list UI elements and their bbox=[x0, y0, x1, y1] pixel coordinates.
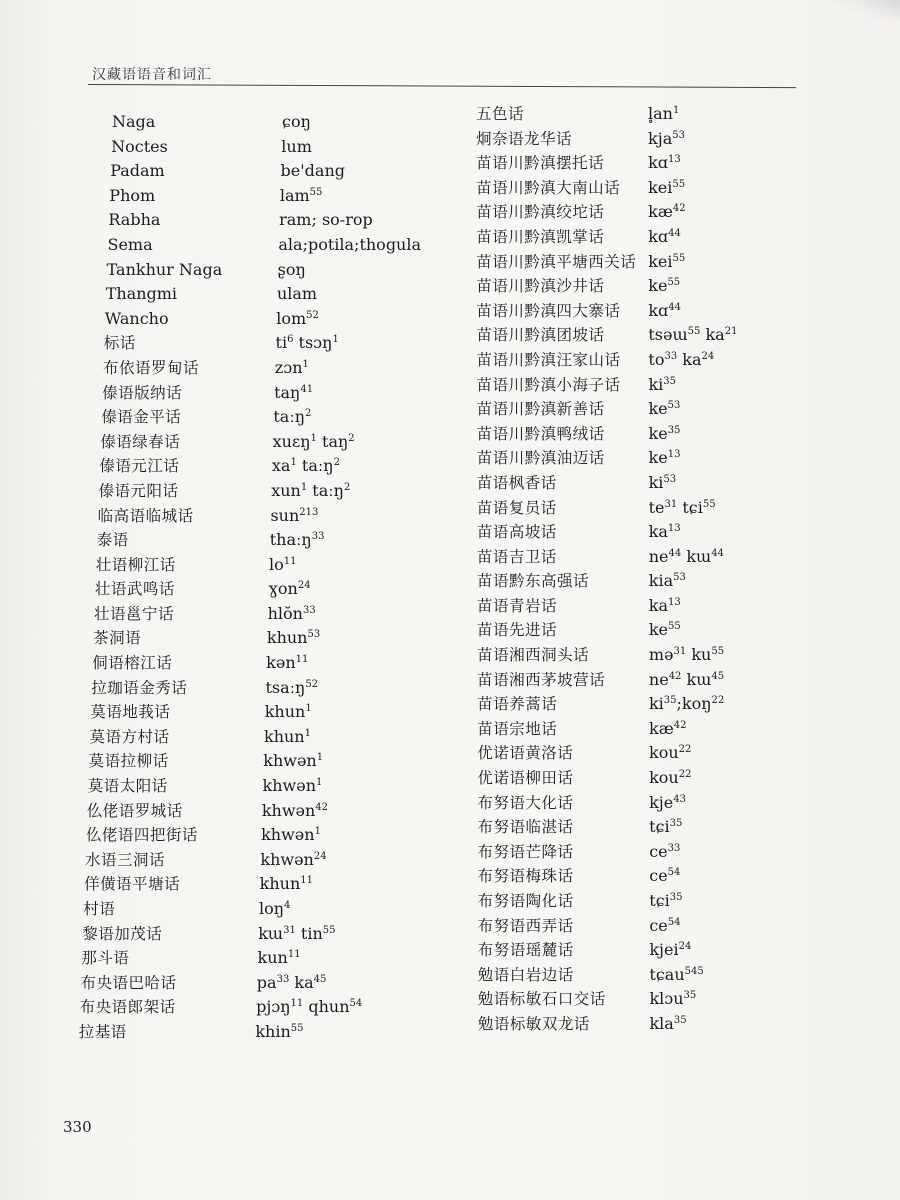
word-row bbox=[0, 618, 681, 643]
pronunciation: klɔu$^{35}$ bbox=[649, 989, 697, 1009]
pronunciation: zɔn$^1$ bbox=[274, 357, 309, 377]
pronunciation: pjɔŋ$^{11}$ qhun$^{54}$ bbox=[256, 997, 363, 1017]
word-row bbox=[0, 963, 704, 988]
page-corner-shadow bbox=[830, 0, 900, 22]
dialect-name: 苗语湘西洞头话 bbox=[477, 646, 590, 665]
dialect-name: 五色话 bbox=[476, 105, 525, 123]
pronunciation: $ke^{55}$ bbox=[648, 276, 681, 296]
pronunciation: kja$^{53}$ bbox=[648, 128, 685, 148]
word-row bbox=[0, 348, 715, 373]
dialect-name: 仫佬语罗城话 bbox=[86, 801, 183, 820]
word-row bbox=[0, 274, 681, 299]
pronunciation: $xa^1$ taːŋ$^2$ bbox=[271, 456, 340, 476]
pronunciation: $l̥an^1$ bbox=[648, 104, 680, 123]
dialect-name: Noctes bbox=[111, 136, 168, 156]
dialect-name: 苗语川黔滇小海子话 bbox=[476, 375, 621, 394]
dialect-name: 苗语高坡话 bbox=[476, 523, 557, 542]
pronunciation: khun$^1$ bbox=[264, 702, 312, 722]
dialect-name: 莫语拉柳话 bbox=[88, 752, 169, 771]
dialect-name: 苗语川黔滇新善话 bbox=[476, 400, 605, 419]
dialect-name: 黎语加茂话 bbox=[82, 924, 163, 943]
word-row bbox=[0, 127, 685, 152]
pronunciation: $ce^{54}$ bbox=[649, 866, 681, 886]
page-number: 330 bbox=[63, 1118, 92, 1136]
pronunciation: kɑ$^{13}$ bbox=[648, 153, 681, 173]
dialect-name: 苗语吉卫话 bbox=[476, 547, 557, 566]
dialect-name: Wancho bbox=[104, 308, 169, 328]
dialect-name: 壮语武鸣话 bbox=[94, 580, 175, 599]
dialect-name: 拉珈语金秀话 bbox=[91, 678, 188, 697]
pronunciation: $ke^{13}$ bbox=[648, 448, 681, 468]
pronunciation: tɕau$^{545}$ bbox=[649, 964, 704, 984]
word-row bbox=[0, 766, 692, 791]
pronunciation: $ki^{35}$ bbox=[648, 374, 676, 394]
pronunciation: khwən$^1$ bbox=[263, 751, 324, 771]
pronunciation: kia$^{53}$ bbox=[648, 571, 686, 591]
pronunciation: kɑ$^{44}$ bbox=[648, 226, 681, 246]
dialect-name: 苗语川黔滇沙井话 bbox=[476, 277, 605, 296]
dialect-name: 苗语川黔滇团坡话 bbox=[476, 326, 605, 345]
dialect-name: 布努语瑶麓话 bbox=[477, 941, 574, 960]
word-row bbox=[0, 250, 686, 275]
word-row bbox=[0, 717, 687, 742]
word-row bbox=[0, 840, 681, 865]
dialect-name: 村语 bbox=[83, 900, 116, 918]
pronunciation: taŋ$^{41}$ bbox=[274, 382, 314, 402]
dialect-name: 苗语养蒿话 bbox=[477, 695, 558, 714]
dialect-name: 拉基语 bbox=[78, 1022, 127, 1041]
pronunciation: $ce^{54}$ bbox=[649, 915, 681, 935]
dialect-name: 苗语湘西茅坡营话 bbox=[477, 670, 606, 689]
dialect-name: 苗语川黔滇油迈话 bbox=[476, 449, 605, 468]
pronunciation: khwən$^{24}$ bbox=[260, 849, 327, 869]
pronunciation: kou$^{22}$ bbox=[649, 768, 692, 788]
pronunciation: ala;potila;thogula bbox=[278, 234, 422, 254]
pronunciation: ɕoŋ bbox=[282, 112, 311, 131]
pronunciation: $ne^{44}$ kɯ$^{44}$ bbox=[648, 546, 724, 566]
dialect-name: 布努语芒降话 bbox=[477, 842, 574, 861]
dialect-name: Phom bbox=[109, 185, 156, 205]
dialect-name: 布努语大化话 bbox=[477, 793, 574, 812]
dialect-name: Naga bbox=[112, 112, 156, 131]
pronunciation: xun$^1$ taːŋ$^2$ bbox=[271, 480, 351, 500]
word-row bbox=[0, 496, 716, 521]
word-row bbox=[0, 299, 681, 324]
pronunciation: $ki^{35};koŋ^{22}$ bbox=[648, 694, 725, 714]
dialect-name: 标话 bbox=[103, 334, 136, 353]
word-row bbox=[0, 987, 697, 1012]
word-row bbox=[0, 151, 681, 176]
pronunciation: khwən$^{42}$ bbox=[261, 800, 329, 820]
pronunciation: xuɛŋ$^1$ taŋ$^2$ bbox=[272, 431, 355, 451]
word-row bbox=[0, 569, 686, 594]
dialect-name: 莫语太阳话 bbox=[87, 777, 168, 796]
pronunciation: kɯ$^{31}$ tin$^{55}$ bbox=[258, 923, 336, 943]
pronunciation: taːŋ$^2$ bbox=[273, 407, 312, 427]
pronunciation: tsəɯ$^{55}$ $ka^{21}$ bbox=[648, 325, 738, 345]
header-rule bbox=[88, 84, 796, 88]
pronunciation: sun$^{213}$ bbox=[270, 505, 319, 525]
dialect-name: 布央语郎架话 bbox=[79, 998, 176, 1017]
pronunciation: thaːŋ$^{33}$ bbox=[269, 530, 325, 550]
dialect-name: 临高语临城话 bbox=[97, 506, 194, 525]
pronunciation: kən$^{11}$ bbox=[266, 653, 309, 673]
pronunciation: tɕi$^{35}$ bbox=[649, 817, 683, 837]
pronunciation: khun$^{53}$ bbox=[266, 628, 321, 648]
dialect-name: 佯僙语平塘话 bbox=[84, 875, 181, 894]
dialect-name: 侗语榕江话 bbox=[92, 654, 173, 673]
word-row bbox=[0, 520, 681, 545]
pronunciation: $ce^{33}$ bbox=[649, 841, 681, 861]
dialect-name: 苗语复员话 bbox=[476, 498, 557, 517]
dialect-name: 傣语元阳话 bbox=[98, 481, 179, 500]
dialect-name: 炯奈语龙华话 bbox=[476, 129, 573, 148]
dialect-name: 傣语版纳话 bbox=[102, 383, 183, 402]
pronunciation: tɕi$^{35}$ bbox=[649, 891, 683, 910]
pronunciation: lam$^{55}$ bbox=[279, 185, 323, 205]
dialect-name: 傣语元江话 bbox=[99, 457, 180, 476]
pronunciation: $kæ^{42}$ bbox=[648, 202, 686, 222]
dialect-name: 布央语巴哈话 bbox=[80, 973, 177, 992]
pronunciation: hlŏn$^{33}$ bbox=[267, 603, 316, 623]
pronunciation: kou$^{22}$ bbox=[649, 743, 692, 763]
dialect-name: 布努语陶化话 bbox=[477, 892, 574, 910]
dialect-name: 苗语枫香话 bbox=[476, 473, 557, 492]
dialect-name: 莫语方村话 bbox=[89, 727, 170, 746]
running-header-title: 汉藏语语音和词汇 bbox=[92, 67, 212, 83]
dialect-name: 苗语宗地话 bbox=[477, 719, 558, 738]
word-row bbox=[0, 692, 725, 717]
dialect-name: 优诺语柳田话 bbox=[477, 769, 574, 788]
word-row bbox=[0, 914, 681, 939]
word-row bbox=[0, 471, 677, 496]
dialect-name: 苗语黔东高强话 bbox=[476, 572, 589, 591]
pronunciation: $lo^{11}$ bbox=[269, 554, 297, 574]
right-word-column bbox=[0, 102, 738, 1037]
word-row bbox=[0, 397, 681, 422]
word-row bbox=[0, 815, 683, 840]
dialect-name: 布努语梅珠话 bbox=[477, 867, 574, 886]
word-row bbox=[0, 889, 683, 914]
pronunciation: mə$^{31}$ $ku^{55}$ bbox=[648, 645, 725, 665]
dialect-name: 那斗语 bbox=[81, 949, 130, 968]
pronunciation: $ne^{42}$ kɯ$^{45}$ bbox=[648, 669, 725, 689]
dialect-name: 傣语绿春话 bbox=[100, 432, 181, 451]
dialect-name: 苗语川黔滇绞坨话 bbox=[476, 203, 605, 222]
word-row bbox=[0, 864, 681, 889]
dialect-name: 仫佬语四把街话 bbox=[85, 826, 198, 845]
word-row bbox=[0, 1012, 687, 1037]
pronunciation: kei$^{55}$ bbox=[648, 251, 686, 271]
word-row bbox=[0, 594, 681, 619]
dialect-name: 苗语川黔滇汪家山话 bbox=[476, 350, 621, 369]
dialect-name: 苗语川黔滇平塘西关话 bbox=[476, 252, 637, 271]
dialect-name: 傣语金平话 bbox=[101, 408, 182, 427]
dialect-name: 苗语川黔滇鸭绒话 bbox=[476, 424, 605, 443]
pronunciation: kun$^{11}$ bbox=[257, 948, 301, 968]
dialect-name: 勉语白岩边话 bbox=[477, 965, 574, 984]
dialect-name: Padam bbox=[110, 161, 165, 181]
pronunciation: tsaːŋ$^{52}$ bbox=[265, 677, 319, 697]
word-row bbox=[0, 446, 681, 471]
dialect-name: 水语三洞话 bbox=[85, 850, 166, 869]
pronunciation: khin$^{55}$ bbox=[255, 1021, 304, 1041]
dialect-name: Tankhur Naga bbox=[106, 259, 223, 279]
dialect-name: 苗语川黔滇大南山话 bbox=[476, 178, 621, 197]
pronunciation: $ke^{53}$ bbox=[648, 399, 681, 419]
pronunciation: kjei$^{24}$ bbox=[649, 940, 692, 960]
pronunciation: $pa^{33}$ $ka^{45}$ bbox=[256, 972, 327, 992]
dialect-name: Thangmi bbox=[105, 284, 178, 304]
dialect-name: 苗语川黔滇四大寨话 bbox=[476, 301, 621, 320]
dialect-name: 莫语地莪话 bbox=[90, 703, 171, 722]
pronunciation: loŋ$^4$ bbox=[258, 899, 291, 918]
pronunciation: $to^{33}$ $ka^{24}$ bbox=[648, 349, 715, 369]
dialect-name: 布努语西弄话 bbox=[477, 916, 574, 935]
pronunciation: $ke^{35}$ bbox=[648, 423, 681, 443]
dialect-name: Sema bbox=[107, 234, 153, 254]
pronunciation: $te^{31}$ tɕi$^{55}$ bbox=[648, 497, 716, 517]
dialect-name: 茶洞语 bbox=[93, 629, 142, 648]
dialect-name: 勉语标敏石口交话 bbox=[477, 990, 606, 1009]
pronunciation: $ki^{53}$ bbox=[648, 472, 677, 492]
pronunciation: ram; so-rop bbox=[279, 210, 373, 230]
pronunciation: kɑ$^{44}$ bbox=[648, 300, 681, 320]
word-row bbox=[0, 422, 681, 447]
word-row bbox=[0, 102, 680, 127]
dialect-name: 壮语柳江话 bbox=[95, 555, 176, 574]
pronunciation: ʂoŋ bbox=[277, 259, 306, 279]
dialect-name: 壮语邕宁话 bbox=[94, 604, 175, 623]
word-row bbox=[0, 225, 681, 250]
pronunciation: be'dang bbox=[280, 161, 345, 181]
pronunciation: kla$^{35}$ bbox=[649, 1013, 687, 1033]
pronunciation: $kæ^{42}$ bbox=[649, 718, 687, 738]
word-row bbox=[0, 791, 686, 816]
word-row bbox=[0, 200, 686, 225]
pronunciation: kje$^{43}$ bbox=[649, 792, 686, 812]
word-row bbox=[0, 545, 724, 570]
dialect-name: 优诺语黄洛话 bbox=[477, 744, 574, 763]
dialect-name: 勉语标敏双龙话 bbox=[477, 1014, 590, 1033]
dialect-name: 苗语青岩话 bbox=[477, 596, 558, 615]
pronunciation: lum bbox=[281, 136, 312, 156]
word-row bbox=[0, 373, 676, 398]
pronunciation: $ka^{13}$ bbox=[648, 595, 681, 615]
pronunciation: $ke^{55}$ bbox=[648, 620, 681, 640]
pronunciation: kei$^{55}$ bbox=[648, 177, 686, 197]
dialect-name: 布努语临湛话 bbox=[477, 818, 574, 837]
dialect-name: 苗语川黔滇摆托话 bbox=[476, 154, 605, 173]
word-row bbox=[0, 176, 686, 201]
pronunciation: ɣon$^{24}$ bbox=[268, 579, 311, 599]
pronunciation: khwən$^1$ bbox=[261, 825, 321, 845]
word-row bbox=[0, 323, 738, 348]
pronunciation: khun$^1$ bbox=[264, 726, 311, 746]
dialect-name: 苗语先进话 bbox=[477, 621, 558, 640]
word-row bbox=[0, 668, 725, 693]
pronunciation: ulam bbox=[276, 284, 318, 304]
dialect-name: 苗语川黔滇凯掌话 bbox=[476, 227, 605, 246]
pronunciation: khun$^{11}$ bbox=[259, 874, 314, 894]
pronunciation: $ti^6$ tsɔŋ$^1$ bbox=[275, 333, 339, 353]
dialect-name: 布依语罗甸话 bbox=[103, 358, 200, 377]
pronunciation: $ka^{13}$ bbox=[648, 522, 681, 542]
dialect-name: Rabha bbox=[108, 210, 161, 230]
pronunciation: khwən$^1$ bbox=[262, 776, 323, 796]
word-row bbox=[0, 938, 692, 963]
word-row bbox=[0, 643, 725, 668]
dialect-name: 泰语 bbox=[96, 531, 129, 550]
pronunciation: lom$^{52}$ bbox=[276, 308, 319, 328]
word-row bbox=[0, 741, 692, 766]
